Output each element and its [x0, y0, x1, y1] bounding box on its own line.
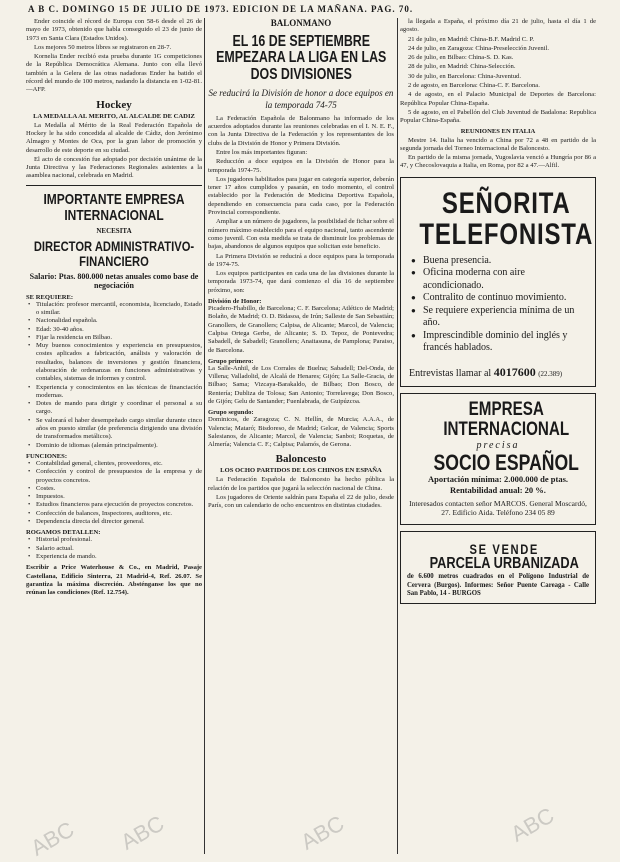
paragraph: la llegada a España, el próximo día 21 de julio, hasta el día 1 de agosto.: [400, 18, 596, 34]
ad-telefonista: [400, 177, 596, 387]
list-item: • Dotes de mando para dirigir y coordinar el personal a su cargo.: [26, 400, 202, 417]
list-item: ● Oficina moderna con aire acondicionado.: [409, 267, 587, 292]
ad-telefonista-bullets: [409, 255, 587, 355]
paragraph: La Federación Española de Baloncesto ha hecho pública la relación de los partidos que jugará la selección nacional de China.: [208, 476, 394, 492]
ad-needs-label: NECESITA: [96, 227, 132, 236]
list-item: • Confección y control de presupuestos de la empresa y de proyectos concretos.: [26, 468, 202, 485]
ad-ref: (22.389): [538, 369, 563, 378]
ad-functions-label: FUNCIONES:: [26, 452, 68, 460]
ad-parcela-desc: de 6.600 metros cuadrados en el Polígono Industrial de Cervera (Burgos). Informes: Señor Puente Careaga - Calle San Pablo, 14 - BURGOS: [407, 573, 589, 598]
watermark: ABC: [506, 802, 559, 847]
column-rule: [204, 18, 205, 854]
subheadline: Se reducirá la División de honor a doce equipos en la temporada 74-75: [208, 87, 394, 110]
list-item: ● Contralito de continuo movimiento.: [409, 292, 587, 305]
ad-footer: Escribir a Price Waterhouse & Co., en Madrid, Pasaje Castellana, Edificio Sinterra, 21 Madrid-4, Ref. 26.07. Se garantiza la máxima discreción. Absténganse los que no reúnan las condiciones (Ref. 12.754).: [26, 564, 202, 597]
hockey-headline: LA MEDALLA AL MERITO, AL ALCALDE DE CADIZ: [33, 112, 195, 120]
paragraph: 24 de julio, en Zaragoza: China-Preselección Juvenil.: [408, 44, 549, 52]
list-item: • Salario actual.: [26, 545, 202, 553]
paragraph: 30 de julio, en Barcelona: China-Juventud.: [408, 72, 521, 80]
paragraph: 26 de julio, en Bilbao: China-S. D. Kas.: [408, 54, 514, 62]
ad-socio-aportacion: Aportación mínima: 2.000.000 de ptas. Rentabilidad anual: 20 %.: [427, 473, 568, 495]
swim-article: [26, 18, 202, 95]
italia-article: [400, 137, 596, 171]
ad-details-list: [26, 536, 202, 561]
list-item: • Titulación: profesor mercantil, economista, licenciado, Estado o similar.: [26, 301, 202, 318]
div-honor-label: División de Honor:: [208, 298, 262, 306]
contact-phone: 4017600: [493, 364, 536, 379]
watermark: ABC: [116, 810, 169, 855]
paragraph: El acto de concesión fue adoptado por decisión unánime de la Junta Directiva y las Federaciones Regionales asistentes a la asamblea nacional, celebrada en Madrid.: [26, 155, 202, 180]
list-item: ● Imprescindible dominio del inglés y francés hablados.: [409, 330, 587, 355]
div-honor-teams: Picadero-Fhabillo, de Barcelona; C. F. Barcelona; Atlético de Madrid; Bolaño, de Madrid; O. D. Bidasoa, de Irún; Salleste de San Sebastián; Granollers, de Granollers; Calpisa, de Alicante; Marcol, de Valencia; Calpisa Ortega Gerbe, de Alicante; S. D. Tepoz, de Pontevedra; Sabadell, de Sabadell; Granollers; Anaitasuna, de Pamplona; Paraiso, de Barcelona.: [208, 305, 394, 354]
grupo1-label: Grupo primero:: [208, 357, 254, 365]
list-item: • Historial profesional.: [26, 536, 202, 544]
list-item: • Se valorará el haber desempeñado cargo similar durante cinco años en puesto similar (de preferencia dirigiendo una división de transformados metálicos).: [26, 417, 202, 442]
basketball-headline: LOS OCHO PARTIDOS DE LOS CHINOS EN ESPAÑA: [220, 467, 382, 475]
list-item: • Fijar la residencia en Bilbao.: [26, 334, 202, 342]
ad-socio-precisa: precisa: [476, 439, 520, 451]
list-item: • Experiencia de mando.: [26, 553, 202, 561]
ad-requirements-label: SE REQUIERE:: [26, 293, 74, 301]
ad-socio-title: SOCIO ESPAÑOL: [433, 449, 579, 475]
paragraph: Ender coincide el récord de Europa con 58-6 desde el 26 de mayo de 1973, obtenido que habla conseguido el 23 de junio de 1973 en Santa Clara (Estados Unidos).: [26, 18, 202, 42]
list-item: ● Buena presencia.: [409, 255, 587, 268]
divider: [26, 185, 202, 186]
paragraph: La Medalla al Mérito de la Real Federación Española de Hockey le ha sido concedida al alcalde de Cádiz, don Jerónimo Almagro y Montes de Oca, por la gran labor de promoción y desarrollo de este deporte en su ciudad.: [26, 121, 202, 154]
list-item: • Nacionalidad española.: [26, 317, 202, 325]
ad-socio-contact: Interesados contacten señor MARCOS. General Moscardó, 27. Edificio Aida. Teléfono 234 05 89: [409, 498, 587, 518]
basketball-article: [208, 476, 394, 510]
ad-telefonista-line2: TELEFONISTA: [419, 218, 593, 252]
headline: EL 16 DE SEPTIEMBRE EMPEZARA LA LIGA EN LAS DOS DIVISIONES: [215, 33, 387, 83]
paragraph: Los mejores 50 metros libres se registraron en 28-7.: [34, 43, 172, 51]
list-item: • Costes.: [26, 485, 202, 493]
list-item: • Dominio de idiomas (alemán principalmente).: [26, 442, 202, 450]
paragraph: La Federación Española de Balonmano ha informado de los acuerdos adoptados durante las reuniones celebradas en el I. N. E. F., con la Junta Directiva de la Federación y los representantes de los clubs de la División de Honor y Primera División.: [208, 114, 394, 147]
paragraph: 21 de julio, en Madrid: China-B.F. Madrid C. P.: [408, 35, 535, 43]
article-body: [208, 115, 394, 295]
grupo2-teams: Dominicos, de Zaragoza; C. N. Hellín, de Murcia; A.A.A., de Valencia; Mataró; Bisdoreso, de Madrid; Gelcar, de Valencia; Sports Salesianos, de Alicante; Marcol, de Valencia; Sanboi; Roquetas, de Almería; Valencia C. F.; Calpisa; Palamós, de Gerona.: [208, 416, 394, 449]
list-item: • Estudios financieros para ejecución de proyectos concretos.: [26, 501, 202, 509]
paragraph: Los jugadores habilitados para jugar en categoría superior, deberán tener 17 años cumplidos y pasarán, en todo momento, el control establecido por la Federación de Medicina Deportiva Española, dependiendo en consecuencia para cada caso, por la Federación Provincial correspondiente.: [208, 175, 394, 217]
list-item: • Muy buenos conocimientos y experiencia en presupuestos, costes aplicados a fabricación, análisis y valoración de resultados, balances de inversiones y gestión financiera, elaboración de ordenanzas en funciones administrativas y contables, sistemas de informes y control.: [26, 342, 202, 383]
list-item: • Impuestos.: [26, 493, 202, 501]
ad-salary: Salario: Ptas. 800.000 netas anuales como base de negociación: [29, 271, 199, 290]
ad-position-title: DIRECTOR ADMINISTRATIVO-FINANCIERO: [33, 238, 195, 269]
ad-parcela-title: PARCELA URBANIZADA: [429, 555, 579, 573]
hockey-section-title: Hockey: [96, 98, 132, 111]
paragraph: Kornelia Ender recibió esta prueba durante 1G competiciones de la República Democrática Alemana. Junto con ella llevó también a la Gelera de las otras nadadoras Ender ha batido el récord del mundo de 100 metros, nadando la distancia en 1-02-81.—AFP.: [26, 53, 202, 94]
list-item: • Dependencia directa del director general.: [26, 518, 202, 526]
watermark: ABC: [296, 810, 349, 855]
ad-socio-line2: INTERNACIONAL: [443, 418, 569, 440]
paragraph: 4 de agosto, en el Palacio Municipal de Deportes de Barcelona: República Popular China-España.: [400, 91, 596, 107]
ad-requirements-list: [26, 301, 202, 450]
paragraph: Ampliar a un número de jugadores, la posibilidad de fichar sobre el número máximo establecido para el equipo nacional, tanto ascendente como juvenil. Con esta medida se trata de disminuir los problemas de bajas, abandonos de algunos equipos que solicitan este beneficio.: [208, 218, 394, 251]
ad-socio-line1: EMPRESA: [468, 398, 544, 420]
list-item: • Edad: 30-40 años.: [26, 326, 202, 334]
column-left: [26, 18, 202, 854]
italia-headline: REUNIONES EN ITALIA: [460, 127, 536, 135]
paragraph: Entre los más importantes figuran:: [216, 148, 308, 156]
ad-functions-list: [26, 460, 202, 526]
paragraph: Mestre 14. Italia ha vencido a China por 72 a 48 en partido de la segunda jornada del Torneo Internacional de Baloncesto.: [400, 136, 596, 152]
china-schedule: [400, 18, 596, 126]
grupo1-teams: La Salle-Anhil, de Los Corrales de Buelna; Sabadell; Del-Onda, de Villena; Valladolid, de Alcalá de Henares; Gijón; La Salle-Gracia, de Bilbao; Sama; Vizcaya-Barakaldo, de Bilbao; Don Bosco, de Rentería; Dubliza de Tolosa; San Antonio; Torrelavega; Don Bosco, de Gijón; Gelu de Santander; Fuenlabrada, de Guipúzcoa.: [208, 364, 394, 405]
section-title: BALONMANO: [270, 18, 332, 28]
column-rule: [397, 18, 398, 854]
contact-prefix: Entrevistas llamar al: [409, 367, 492, 379]
watermark: ABC: [26, 816, 79, 861]
list-item: • Confección de balances, Inspectores, auditores, etc.: [26, 510, 202, 518]
paragraph: En partido de la misma jornada, Yugoslavia venció a Hungría por 86 a 47, y Checoslovaquia a Italia, en Roma, por 82 a 47.—Alfil.: [400, 154, 596, 170]
grupo2-label: Grupo segundo:: [208, 409, 254, 417]
hockey-article: [26, 122, 202, 181]
ad-company-title: IMPORTANTE EMPRESA INTERNACIONAL: [43, 190, 185, 224]
paragraph: 5 de agosto, en el Pabellón del Club Juventud de Badalona: Republica Popular China-España.: [400, 108, 596, 125]
ad-details-label: ROGAMOS DETALLEN:: [26, 529, 101, 537]
column-middle: [208, 18, 394, 854]
column-right: [400, 18, 596, 854]
ad-telefonista-line1: SEÑORITA: [441, 186, 571, 220]
paragraph: 2 de agosto, en Barcelona: China-C. F. Barcelona.: [408, 82, 540, 90]
job-ad-director: [26, 192, 202, 598]
ad-socio: [400, 393, 596, 525]
page-header: A B C. DOMINGO 15 DE JULIO DE 1973. EDICION DE LA MAÑANA. PAG. 70.: [28, 4, 414, 14]
list-item: • Experiencia y conocimientos en las técnicas de financiación modernas.: [26, 384, 202, 401]
list-item: • Contabilidad general, clientes, proveedores, etc.: [26, 460, 202, 468]
paragraph: 28 de julio, en Madrid: China-Selección.: [408, 63, 516, 71]
basketball-section-title: Baloncesto: [275, 453, 327, 466]
paragraph: Los equipos participantes en cada una de las divisiones durante la temporada 1973-74, que dará comienzo el día 16 de septiembre próximo, son:: [208, 270, 394, 294]
paragraph: Los jugadores de Oriente saldrán para España el 22 de julio, desde París, con un calendario de ocho encuentros en distintas ciudades.: [208, 494, 394, 510]
ad-parcela-sevende: SE VENDE: [469, 540, 539, 557]
paragraph: Reducción a doce equipos en la División de Honor para la temporada 1974-75.: [208, 158, 394, 174]
list-item: ● Se requiere experiencia mínima de un año.: [409, 305, 587, 330]
ad-parcela: [400, 531, 596, 604]
ad-telefonista-contact: [409, 365, 587, 380]
paragraph: La Primera División se reducirá a doce equipos para la temporada de 1974-75.: [208, 252, 394, 268]
